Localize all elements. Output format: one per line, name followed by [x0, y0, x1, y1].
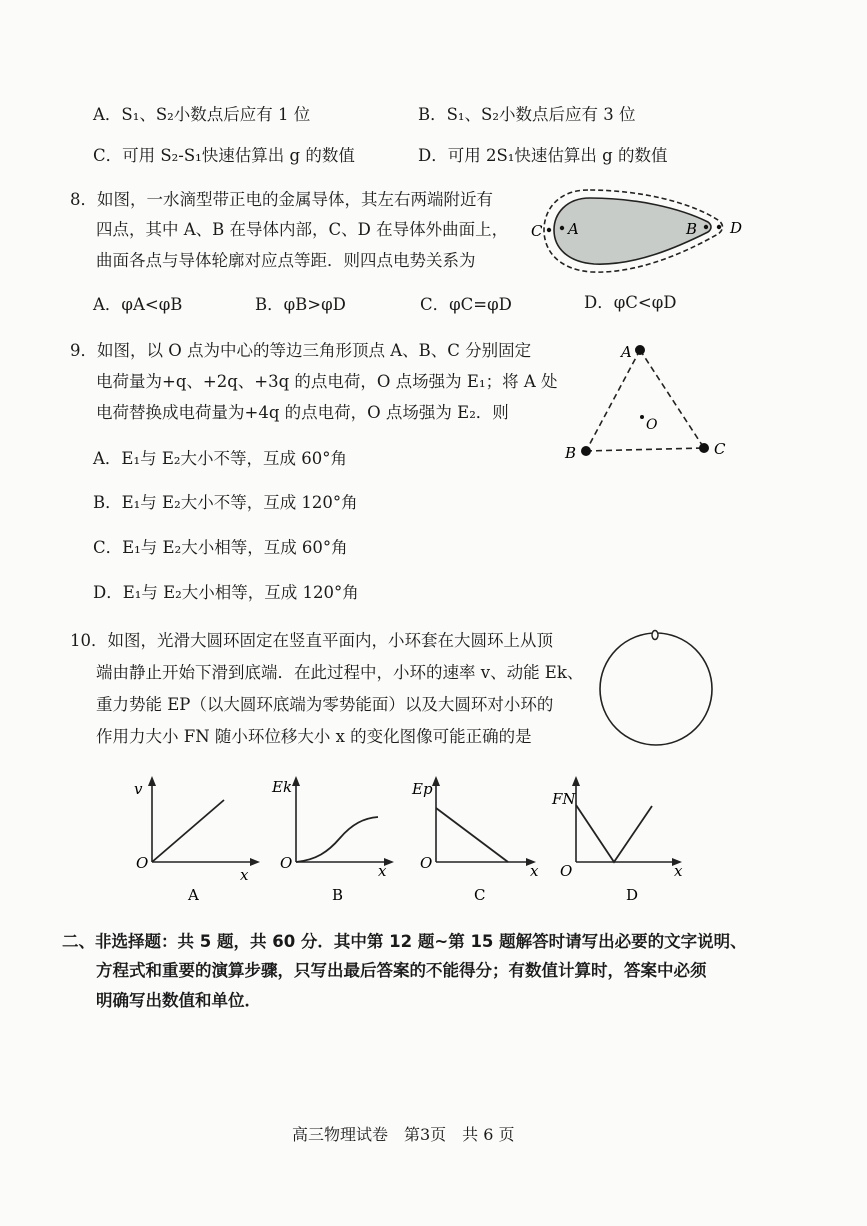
q7-option-b: B．S₁、S₂小数点后应有 3 位	[418, 105, 636, 124]
charge-c	[699, 443, 709, 453]
q7-option-a: A．S₁、S₂小数点后应有 1 位	[93, 105, 311, 124]
point-a-dot	[560, 226, 564, 230]
graph-b-origin: O	[280, 854, 293, 872]
q8-teardrop-figure	[530, 180, 760, 280]
q8-option-a: A．φA<φB	[93, 295, 183, 314]
graph-c-curve	[436, 808, 508, 862]
q10-stem-line3: 重力势能 EP（以大圆环底端为零势能面）以及大圆环对小环的	[96, 695, 554, 714]
q8-option-c: C．φC=φD	[420, 295, 512, 314]
center-o	[640, 415, 644, 419]
label-c: C	[714, 440, 726, 458]
q9-option-b: B．E₁与 E₂大小不等，互成 120°角	[93, 493, 358, 512]
label-a: A	[621, 343, 632, 361]
q9-option-a: A．E₁与 E₂大小不等，互成 60°角	[93, 449, 347, 468]
point-c-dot	[547, 228, 551, 232]
large-ring	[600, 633, 712, 745]
graph-b-curve	[296, 817, 378, 862]
q9-stem-line3: 电荷替换成电荷量为+4q 的点电荷，O 点场强为 E₂．则	[96, 403, 509, 422]
q8-option-b: B．φB>φD	[255, 295, 346, 314]
graph-c-origin: O	[420, 854, 433, 872]
graph-a-ylabel: v	[134, 780, 143, 798]
label-c: C	[531, 222, 543, 240]
q10-graph-d	[552, 772, 692, 904]
point-b-dot	[704, 225, 708, 229]
q9-option-c: C．E₁与 E₂大小相等，互成 60°角	[93, 538, 348, 557]
label-b: B	[686, 220, 698, 238]
label-b: B	[565, 444, 577, 462]
graph-d-xlabel: x	[674, 862, 683, 880]
graph-a-xlabel: x	[240, 866, 249, 884]
q9-stem-line1: 9．如图，以 O 点为中心的等边三角形顶点 A、B、C 分别固定	[70, 341, 532, 360]
q10-stem-line1: 10．如图，光滑大圆环固定在竖直平面内，小环套在大圆环上从顶	[70, 631, 553, 650]
section2-line1: 二、非选择题：共 5 题，共 60 分．其中第 12 题~第 15 题解答时请写出必要的文字说明、	[62, 932, 747, 951]
graph-c-caption: C	[474, 886, 486, 904]
q8-option-d: D．φC<φD	[584, 293, 677, 312]
q10-stem-line4: 作用力大小 FN 随小环位移大小 x 的变化图像可能正确的是	[96, 727, 532, 746]
charge-a	[635, 345, 645, 355]
label-a: A	[568, 220, 579, 238]
graph-c-ylabel: Ep	[412, 780, 433, 798]
q10-stem-line2: 端由静止开始下滑到底端．在此过程中，小环的速率 v、动能 Ek、	[96, 663, 584, 682]
point-d-dot	[717, 225, 721, 229]
section2-line2: 方程式和重要的演算步骤，只写出最后答案的不能得分；有数值计算时，答案中必须	[96, 961, 707, 980]
q9-option-d: D．E₁与 E₂大小相等，互成 120°角	[93, 583, 359, 602]
label-d: D	[730, 219, 743, 237]
q10-graph-c	[410, 772, 550, 904]
graph-d-ylabel: FN	[552, 790, 576, 808]
section2-line3: 明确写出数值和单位．	[96, 991, 261, 1010]
q10-graph-b	[272, 772, 412, 904]
q8-stem-line3: 曲面各点与导体轮廓对应点等距．则四点电势关系为	[96, 251, 476, 270]
label-o: O	[646, 417, 658, 433]
q9-triangle-figure	[560, 335, 740, 465]
q10-ring-figure	[596, 628, 716, 748]
page-footer: 高三物理试卷 第3页 共 6 页	[292, 1125, 515, 1144]
q7-option-d: D．可用 2S₁快速估算出 g 的数值	[418, 146, 668, 165]
graph-b-caption: B	[332, 886, 344, 904]
graph-d-caption: D	[626, 886, 639, 904]
graph-d-curve	[576, 805, 652, 862]
q8-stem-line2: 四点，其中 A、B 在导体内部，C、D 在导体外曲面上，	[96, 220, 509, 239]
graph-b-ylabel: Ek	[272, 778, 293, 796]
q9-stem-line2: 电荷量为+q、+2q、+3q 的点电荷，O 点场强为 E₁；将 A 处	[96, 372, 558, 391]
charge-b	[581, 446, 591, 456]
graph-a-origin: O	[136, 854, 149, 872]
graph-d-origin: O	[560, 862, 573, 880]
q7-option-c: C．可用 S₂-S₁快速估算出 g 的数值	[93, 146, 355, 165]
small-ring	[652, 631, 658, 640]
graph-b-xlabel: x	[378, 862, 387, 880]
q10-graph-a	[128, 772, 268, 904]
graph-a-caption: A	[188, 886, 199, 904]
q8-stem-line1: 8．如图，一水滴型带正电的金属导体，其左右两端附近有	[70, 190, 493, 209]
graph-a-curve	[152, 800, 224, 862]
graph-c-xlabel: x	[530, 862, 539, 880]
